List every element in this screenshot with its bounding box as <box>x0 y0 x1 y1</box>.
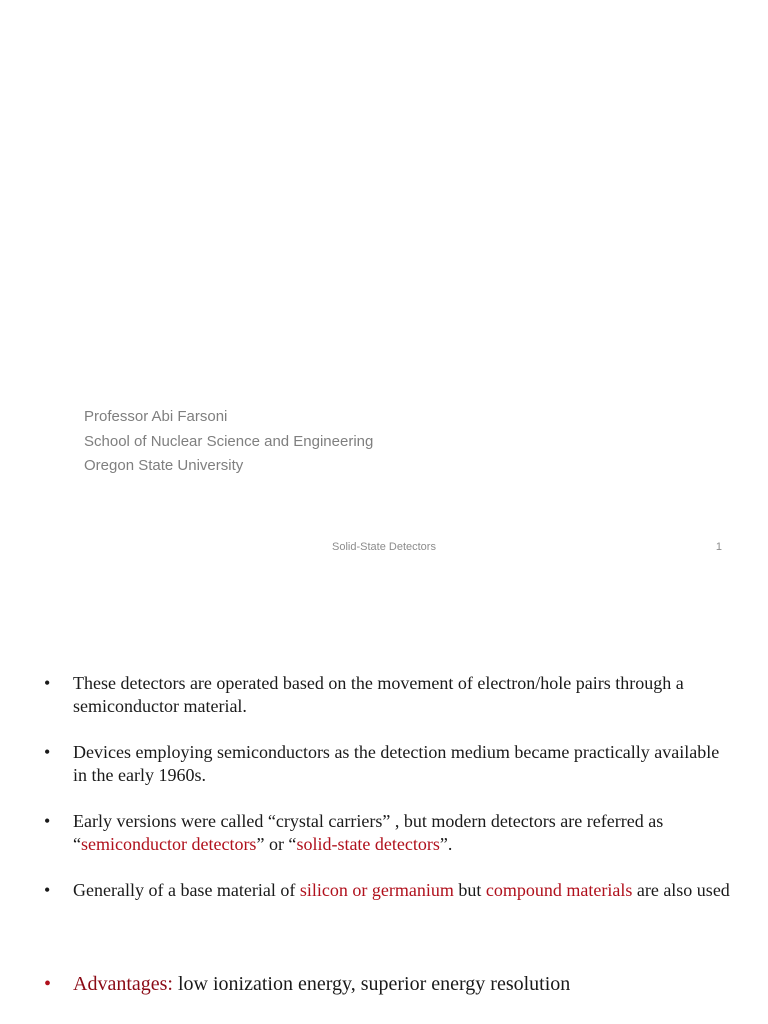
bullet-text: Generally of a base material of <box>73 880 300 900</box>
spacer <box>44 787 734 810</box>
page-number: 1 <box>715 541 722 553</box>
spacer <box>44 856 734 879</box>
bullet-text: but <box>453 880 486 900</box>
bullet-icon: • <box>44 880 51 900</box>
bullet-text: These detectors are operated based on the movement of electron/hole pairs through a semiconductor material. <box>73 673 684 716</box>
highlight-compound-materials: compound materials <box>485 880 633 900</box>
bullet-text: Devices employing semiconductors as the detection medium became practically available in the early 1960s. <box>73 742 720 785</box>
bullet-item <box>44 810 734 856</box>
bullet-icon: • <box>44 811 51 831</box>
bullet-item <box>44 879 734 902</box>
bullet-list <box>44 672 734 902</box>
author-university: Oregon State University <box>84 457 244 474</box>
bullet-text: Early versions were called “crystal carriers” , but modern detectors are referred as “ <box>73 811 664 854</box>
spacer <box>44 718 734 741</box>
author-name: Professor Abi Farsoni <box>84 408 228 425</box>
bullet-text: ” or “ <box>256 834 297 854</box>
advantages-label: Advantages: <box>73 973 173 995</box>
author-school: School of Nuclear Science and Engineering <box>84 432 374 450</box>
highlight-silicon-germanium: silicon or germanium <box>299 880 454 900</box>
advantages-text: low ionization energy, superior energy resolution <box>172 973 571 995</box>
bullet-item <box>44 741 734 787</box>
highlight-semiconductor-detectors: semiconductor detectors <box>81 834 257 854</box>
author-block <box>84 405 373 479</box>
advantages-item <box>44 972 768 996</box>
slide-2 <box>0 576 768 1024</box>
bullet-icon: • <box>44 742 51 762</box>
footer-title: Solid-State Detectors <box>332 541 436 553</box>
bullet-icon: • <box>44 973 52 995</box>
bullet-text: are also used <box>632 880 730 900</box>
bullet-text: ”. <box>439 834 453 854</box>
highlight-solid-state-detectors: solid-state detectors <box>296 834 440 854</box>
bullet-item <box>44 672 734 718</box>
bullet-icon: • <box>44 673 51 693</box>
